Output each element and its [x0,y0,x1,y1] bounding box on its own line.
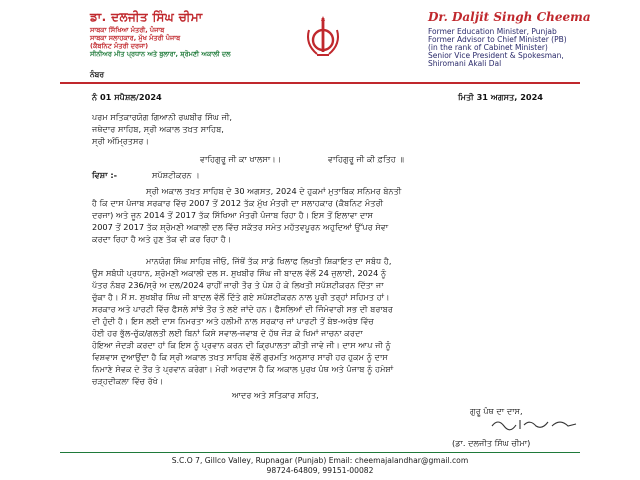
addressee-line: ਸ੍ਰੀ ਅੰਮ੍ਰਿਤਸਰ। [92,136,150,146]
letterhead-english-name: Dr. Daljit Singh Cheema [428,10,591,24]
addressee-line: ਜਥੇਦਾਰ ਸਾਹਿਬ, ਸ੍ਰੀ ਅਕਾਲ ਤਖ਼ਤ ਸਾਹਿਬ, [92,124,224,134]
signature-scribble [490,416,580,432]
letter-date: ਮਿਤੀ 31 ਅਗਸਤ, 2024 [458,92,544,102]
paragraph-line: ਹੈ ਕਿ ਦਾਸ ਪੰਜਾਬ ਸਰਕਾਰ ਵਿੱਚ 2007 ਤੋਂ 2012 ਤੱਕ ਮੁੱਖ ਮੰਤਰੀ ਦਾ ਸਲਾਹਕਾਰ (ਕੈਬਨਿਟ ਮੰਤਰੀ [92,198,384,208]
paragraph-line: ਕਰਦਾ ਰਿਹਾ ਹੈ ਅਤੇ ਹੁਣ ਤੱਕ ਵੀ ਕਰ ਰਿਹਾ ਹੈ। [92,234,232,244]
salutation-khalsa: ਵਾਹਿਗੁਰੂ ਜੀ ਕਾ ਖਾਲਸਾ।। [200,154,282,164]
letterhead-punjabi-name: ਡਾ. ਦਲਜੀਤ ਸਿੰਘ ਚੀਮਾ [90,10,203,24]
addressee-line: ਪਰਮ ਸਤਿਕਾਰਯੋਗ ਗਿਆਨੀ ਰਘਬੀਰ ਸਿੰਘ ਜੀ, [92,112,233,122]
number-label: ਨੰਬਰ [90,70,105,79]
paragraph-line: ਉਸ ਸਬੰਧੀ ਪ੍ਰਧਾਨ, ਸ਼੍ਰੋਮਣੀ ਅਕਾਲੀ ਦਲ ਸ. ਸੁਖਬੀਰ ਸਿੰਘ ਜੀ ਬਾਦਲ ਵੱਲੋਂ 24 ਜੁਲਾਈ, 2024 ਨੂੰ [92,268,387,278]
footer-address: S.C.O 7, Gillco Valley, Rupnagar (Punjab) Email: cheemajalandhar@gmail.com [171,456,469,465]
letterhead-punjabi-line: ਸਾਬਕਾ ਸਿੱਖਿਆ ਮੰਤਰੀ, ਪੰਜਾਬ [90,26,165,34]
paragraph-line: 2007 ਤੋਂ 2017 ਤੱਕ ਸ਼੍ਰੋਮਣੀ ਅਕਾਲੀ ਦਲ ਵਿੱਚ ਸਕੱਤਰ ਸਮੇਤ ਮਹੱਤਵਪੂਰਨ ਅਹੁਦਿਆਂ ਉੱਪਰ ਸੇਵਾ [92,222,389,232]
paragraph-line: ਚੁੱਕਾ ਹੈ। ਮੈਂ ਸ. ਸੁਖਬੀਰ ਸਿੰਘ ਜੀ ਬਾਦਲ ਵੱਲੋਂ ਦਿੱਤੇ ਗਏ ਸਪੱਸ਼ਟੀਕਰਨ ਨਾਲ ਪੂਰੀ ਤਰ੍ਹਾਂ ਸਹਿਮਤ ਹਾਂ। [92,292,390,302]
salutation-fateh: ਵਾਹਿਗੁਰੂ ਜੀ ਕੀ ਫ਼ਤਿਹ ॥ [328,154,404,164]
paragraph-line: ਨਿਮਾਣੇ ਸੇਵਕ ਦੇ ਤੌਰ ਤੇ ਪ੍ਰਵਾਨ ਕਰੇਗਾ। ਮੇਰੀ ਅਰਦਾਸ ਹੈ ਕਿ ਅਕਾਲ ਪੁਰਖ ਪੰਥ ਅਤੇ ਪੰਜਾਬ ਨੂੰ ਹਮੇਸ਼ਾਂ [92,364,394,374]
paragraph-line: ਚੜ੍ਹਦੀਕਲਾ ਵਿੱਚ ਰੱਖੇ। [92,376,164,386]
letterhead-english-line: Former Education Minister, Punjab [428,27,557,36]
letterhead-punjabi-line: (ਕੈਬਨਿਟ ਮੰਤਰੀ ਦਰਜਾ) [90,42,149,50]
letterhead-divider [60,82,580,84]
paragraph-line: ਵਿਸ਼ਵਾਸ ਦੁਆਉਂਦਾ ਹੈ ਕਿ ਸ੍ਰੀ ਅਕਾਲ ਤਖ਼ਤ ਸਾਹਿਬ ਵੱਲੋਂ ਗੁਰਮਤਿ ਅਨੁਸਾਰ ਸਾਰੀ ਹਰ ਹੁਕਮ ਨੂੰ ਦਾਸ [92,352,388,362]
letterhead-punjabi-line: ਸੀਨੀਅਰ ਮੀਤ ਪ੍ਰਧਾਨ ਅਤੇ ਬੁਲਾਰਾ, ਸ਼੍ਰੋਮਣੀ ਅਕਾਲੀ ਦਲ [90,50,231,58]
closing-text: ਆਦਰ ਅਤੇ ਸਤਿਕਾਰ ਸਹਿਤ, [232,390,319,400]
subject-label: ਵਿਸ਼ਾ :- [92,170,118,180]
khanda-emblem-icon [303,12,343,64]
letterhead-english-line: Shiromani Akali Dal [428,59,502,68]
letterhead-english-line: (in the rank of Cabinet Minister) [428,43,548,52]
paragraph-line: ਦਰਜਾ) ਅਤੇ ਜੂਨ 2014 ਤੋਂ 2017 ਤੱਕ ਸਿੱਖਿਆ ਮੰਤਰੀ ਪੰਜਾਬ ਰਿਹਾ ਹੈ। ਇਸ ਤੋਂ ਇਲਾਵਾ ਦਾਸ [92,210,374,220]
letterhead-punjabi-line: ਸਾਬਕਾ ਸਲਾਹਕਾਰ, ਮੁੱਖ ਮੰਤਰੀ ਪੰਜਾਬ [90,34,181,42]
footer-divider [60,452,580,453]
paragraph-line: ਦੀ ਹੁੰਦੀ ਹੈ। ਇਸ ਲਈ ਦਾਸ ਨਿਮਰਤਾ ਅਤੇ ਹਲੀਮੀ ਨਾਲ ਸਰਕਾਰ ਜਾਂ ਪਾਰਟੀ ਤੋਂ ਬੇਝ-ਅਰੇਝ ਵਿੱਚ [92,316,374,326]
signature-name: (ਡਾ. ਦਲਜੀਤ ਸਿੰਘ ਚੀਮਾ) [452,438,531,448]
paragraph-line: ਹੋਇਆ ਜੋਦੜੀ ਕਰਦਾ ਹਾਂ ਕਿ ਇਸ ਨੂੰ ਪ੍ਰਵਾਨ ਕਰਨ ਦੀ ਕ੍ਰਿਪਾਲਤਾ ਕੀਤੀ ਜਾਵੇ ਜੀ। ਦਾਸ ਆਪ ਜੀ ਨੂੰ [92,340,391,350]
paragraph-line: ਸ੍ਰੀ ਅਕਾਲ ਤਖ਼ਤ ਸਾਹਿਬ ਦੇ 30 ਅਗਸਤ, 2024 ਦੇ ਹੁਕਮਾਂ ਮੁਤਾਬਿਕ ਸਨਿਮਰ ਬੇਨਤੀ [146,186,402,196]
letterhead-english-line: Senior Vice President & Spokesman, [428,51,564,60]
signoff-text: ਗੁਰੂ ਪੰਥ ਦਾ ਦਾਸ, [470,406,523,416]
reference-number: ਨੰ 01 ਸਪੈਸ਼ਲ/2024 [92,92,162,102]
paragraph-line: ਹੋਈ ਹਰ ਭੁੱਲ-ਚੁੱਕ/ਗਲਤੀ ਲਈ ਬਿਨਾਂ ਕਿਸੇ ਸਵਾਲ-ਜਵਾਬ ਦੇ ਹੱਥ ਜੋੜ ਕੇ ਖਿਮਾਂ ਜਾਚਨਾ ਕਰਦਾ [92,328,363,338]
paragraph-line: ਸਰਕਾਰ ਅਤੇ ਪਾਰਟੀ ਵਿੱਚ ਫੈਸਲੇ ਸਾਂਝੇ ਤੌਰ ਤੇ ਲਏ ਜਾਂਦੇ ਹਨ। ਫੈਸਲਿਆਂ ਦੀ ਜਿੰਮੇਵਾਰੀ ਸਭ ਦੀ ਬਰਾਬਰ [92,304,393,314]
footer-phones: 98724-64809, 99151-00082 [266,466,374,475]
paragraph-line: ਮਾਨਯੋਗ ਸਿੰਘ ਸਾਹਿਬ ਜੀਓ, ਜਿੱਥੋਂ ਤੱਕ ਸਾਡੇ ਖਿਲਾਫ ਲਿਖਤੀ ਸ਼ਿਕਾਇਤ ਦਾ ਸਬੰਧ ਹੈ, [146,256,392,266]
letterhead-english-line: Former Advisor to Chief Minister (PB) [428,35,567,44]
paragraph-line: ਪੱਤਰ ਨੰਬਰ 236/ਸ੍ਰੋ ਅ ਦਲ/2024 ਰਾਹੀਂ ਜਾਰੀ ਤੌਰ ਤੇ ਪੇਸ਼ ਹੋ ਕੇ ਲਿਖਤੀ ਸਪੱਸ਼ਟੀਕਰਨ ਦਿੱਤਾ ਜਾ [92,280,384,290]
subject-text: ਸਪੱਸ਼ਟੀਕਰਨ । [152,170,200,180]
